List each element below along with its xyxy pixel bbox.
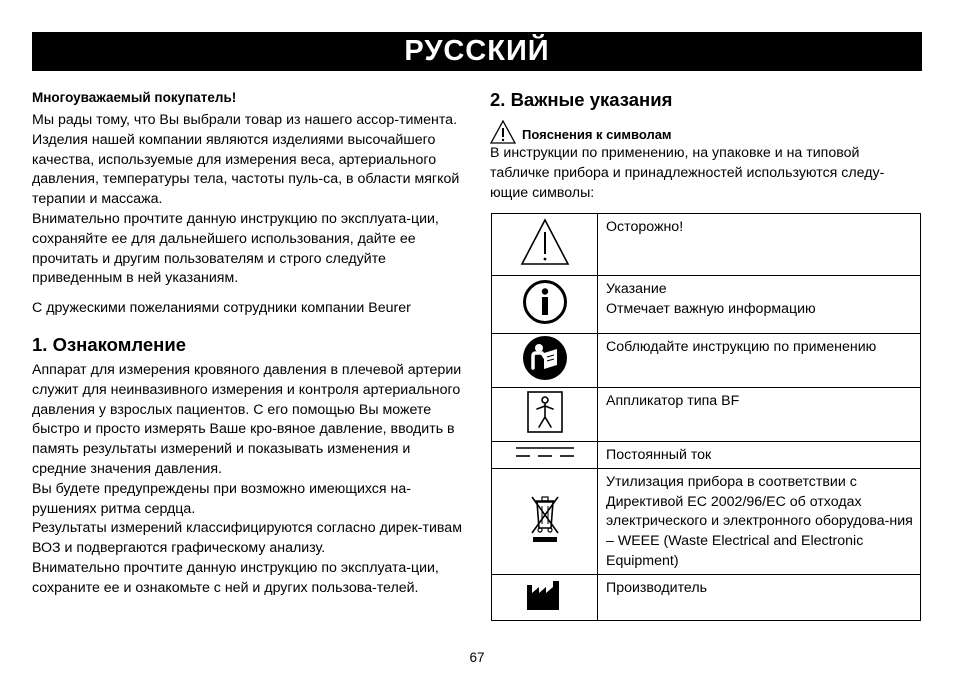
- greeting: Многоуважаемый покупатель!: [32, 90, 237, 105]
- symbol-desc-note-title: Указание: [606, 281, 667, 297]
- section-heading-overview: 1. Ознакомление: [32, 333, 187, 355]
- signature-paragraph: С дружескими пожеланиями сотрудники компании Beurer: [32, 300, 411, 317]
- symbol-desc-bf: Аппликатор типа BF: [606, 393, 740, 409]
- language-banner: РУССКИЙ: [32, 32, 922, 71]
- warning-triangle-icon: [490, 120, 516, 144]
- weee-bin-icon: [529, 494, 561, 544]
- section-heading-important: 2. Важные указания: [490, 89, 673, 110]
- overview-paragraph-2: Вы будете предупреждены при возможно имеющихся на-рушениях ритма сердца.: [32, 480, 411, 517]
- manufacturer-icon: [526, 579, 564, 611]
- overview-paragraph-1: Аппарат для измерения кровяного давления в плечевой артерии служит для неинвазивного измерения и контроля артериального давления у взрослых пациентов. С его помощью Вы можете быстро и просто измерять Ваше кро-вяное давление, вводить в память результаты измерений и показывать изменения и средние значения давления.: [32, 361, 462, 477]
- table-row: [492, 442, 921, 469]
- table-row: [492, 276, 921, 334]
- table-row: [492, 468, 921, 574]
- instructions-paragraph: Внимательно прочтите данную инструкцию по эксплуата-ции, сохраняйте ее для дальнейшего использования, дайте ее прочитать и другим пользователям и строго следуйте приведенным в ней указаниям.: [32, 210, 439, 287]
- symbols-subheading: [490, 118, 922, 144]
- intro-paragraph: Мы рады тому, что Вы выбрали товар из нашего ассор-тимента. Изделия нашей компании являются изделиями высочайшего качества, используемые для измерения веса, артериального давления, температуры тела, частоты пуль-са, в области мягкой терапии и массажа.: [32, 112, 460, 208]
- symbol-desc-manufacturer: Производитель: [606, 579, 707, 596]
- table-row: [492, 388, 921, 442]
- symbols-intro: В инструкции по применению, на упаковке и на типовой табличке прибора и принадлежностей используются следу-ющие символы:: [490, 145, 885, 201]
- right-column: [490, 88, 922, 203]
- direct-current-icon: [515, 445, 575, 459]
- read-instructions-icon: [522, 335, 568, 381]
- symbol-desc-dc: Постоянный ток: [606, 447, 712, 463]
- symbols-label: Пояснения к символам: [522, 127, 672, 142]
- table-row: [492, 214, 921, 276]
- symbol-desc-note-text: Отмечает важную информацию: [606, 300, 816, 317]
- page-number: 67: [469, 650, 485, 665]
- symbol-desc-read-instructions: Соблюдайте инструкцию по применению: [606, 339, 877, 355]
- symbol-desc-weee: Утилизация прибора в соответствии с Директивой ЕС 2002/96/ЕС об отходах электрического и электронного оборудова-ния – WEEE (Waste Electrical and Electronic Equipment): [606, 473, 913, 569]
- symbols-table: [491, 213, 921, 621]
- overview-paragraph-3: Результаты измерений классифицируются согласно дирек-тивам ВОЗ и подвергаются графическому анализу.: [32, 520, 462, 557]
- overview-paragraph-4: Внимательно прочтите данную инструкцию по эксплуата-ции, сохраните ее и ознакомьте с ней и других пользова-телей.: [32, 559, 439, 596]
- info-icon: [522, 279, 568, 325]
- warning-triangle-icon: [520, 218, 570, 266]
- left-column: [32, 88, 464, 599]
- symbol-desc-caution: Осторожно!: [606, 219, 684, 235]
- table-row: [492, 574, 921, 620]
- bf-applicator-icon: [527, 391, 563, 433]
- table-row: [492, 334, 921, 388]
